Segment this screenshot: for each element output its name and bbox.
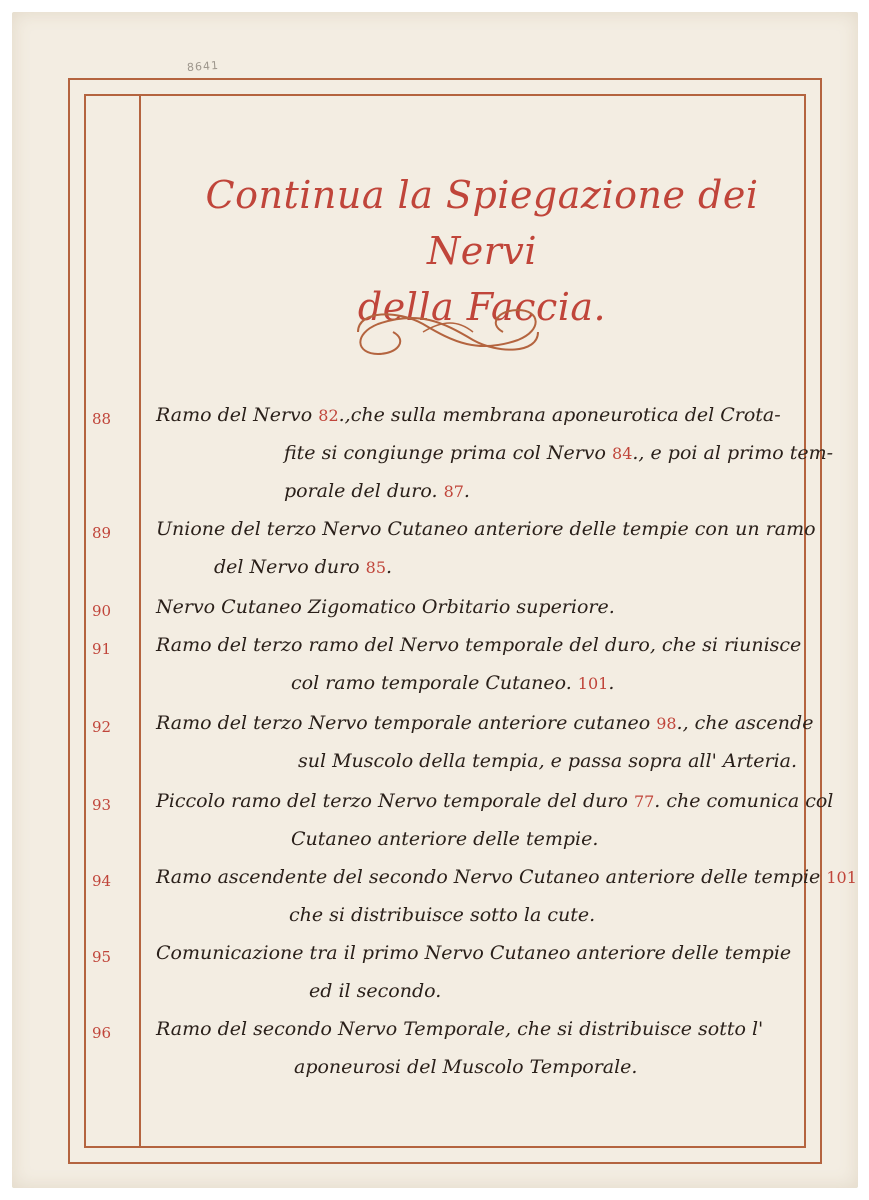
entry-line bbox=[156, 712, 813, 734]
entry-number: 93 bbox=[92, 796, 112, 814]
entry-line bbox=[156, 942, 791, 964]
cross-reference: 101 bbox=[826, 868, 857, 887]
entry-text: . bbox=[463, 480, 470, 502]
entry-line bbox=[284, 480, 470, 502]
entry-line bbox=[291, 828, 598, 850]
title-line-2: della Faccia. bbox=[357, 285, 607, 329]
title-line-1: Continua la Spiegazione dei Nervi bbox=[205, 173, 759, 273]
pencil-note: 8641 bbox=[186, 58, 220, 75]
entry-number: 89 bbox=[92, 524, 112, 542]
entry-text: . bbox=[386, 556, 393, 578]
entry-number: 91 bbox=[92, 640, 112, 658]
entry-line bbox=[156, 404, 781, 426]
entry-text: Ramo del terzo ramo del Nervo temporale del duro, che si riunisce bbox=[156, 634, 802, 656]
entry-line bbox=[156, 596, 615, 618]
entry-text: sul Muscolo della tempia, e passa sopra all' Arteria. bbox=[298, 750, 798, 772]
cross-reference: 82 bbox=[318, 406, 339, 425]
entry-number: 88 bbox=[92, 410, 112, 428]
entry-line bbox=[284, 442, 833, 464]
entry-number: 95 bbox=[92, 948, 112, 966]
entry-line bbox=[156, 1018, 763, 1040]
entry-line bbox=[156, 790, 833, 812]
entry-text: Piccolo ramo del terzo Nervo temporale del duro bbox=[156, 790, 634, 812]
entry-line bbox=[289, 904, 595, 926]
entry-text: Ramo ascendente del secondo Nervo Cutaneo anteriore delle tempie bbox=[156, 866, 827, 888]
cross-reference: 101 bbox=[577, 674, 609, 693]
entry-text: . bbox=[608, 672, 615, 694]
margin-rule bbox=[139, 94, 141, 1148]
entry-line bbox=[298, 750, 797, 772]
entry-text: . che comunica col bbox=[654, 790, 834, 812]
entry-text: .,che sulla membrana aponeurotica del Crota- bbox=[338, 404, 781, 426]
entry-text: Cutaneo anteriore delle tempie. bbox=[291, 828, 599, 850]
cross-reference: 77 bbox=[633, 792, 655, 811]
entry-line bbox=[156, 866, 857, 888]
entry-text: Ramo del Nervo bbox=[156, 404, 319, 426]
entry-text: porale del duro. bbox=[284, 480, 444, 502]
entry-text: Ramo del terzo Nervo temporale anteriore cutaneo bbox=[156, 712, 657, 734]
entry-number: 96 bbox=[92, 1024, 112, 1042]
entry-text: che si distribuisce sotto la cute. bbox=[289, 904, 596, 926]
manuscript-page bbox=[12, 12, 858, 1188]
entry-text: Nervo Cutaneo Zigomatico Orbitario superiore. bbox=[156, 596, 615, 618]
entry-number: 94 bbox=[92, 872, 112, 890]
entry-text: aponeurosi del Muscolo Temporale. bbox=[294, 1056, 638, 1078]
entry-number: 90 bbox=[92, 602, 112, 620]
entry-line bbox=[156, 518, 816, 540]
entry-line bbox=[156, 634, 801, 656]
flourish-ornament bbox=[328, 302, 568, 362]
entry-line bbox=[214, 556, 392, 578]
entry-line bbox=[309, 980, 441, 1002]
entry-number: 92 bbox=[92, 718, 112, 736]
cross-reference: 84 bbox=[612, 444, 633, 463]
entry-text: fite si congiunge prima col Nervo bbox=[284, 442, 613, 464]
entry-text: col ramo temporale Cutaneo. bbox=[291, 672, 578, 694]
entry-text: del Nervo duro bbox=[214, 556, 366, 578]
entry-text: ed il secondo. bbox=[309, 980, 442, 1002]
cross-reference: 85 bbox=[365, 558, 387, 577]
entry-text: Unione del terzo Nervo Cutaneo anteriore delle tempie con un ramo bbox=[156, 518, 816, 540]
cross-reference: 87 bbox=[443, 482, 464, 501]
entry-text: Comunicazione tra il primo Nervo Cutaneo anteriore delle tempie bbox=[156, 942, 792, 964]
entry-text: ., che ascende bbox=[676, 712, 814, 734]
entry-text: Ramo del secondo Nervo Temporale, che si distribuisce sotto l' bbox=[156, 1018, 764, 1040]
cross-reference: 98 bbox=[656, 714, 677, 733]
entry-line bbox=[291, 672, 614, 694]
entry-text: ., e poi al primo tem- bbox=[632, 442, 834, 464]
entry-line bbox=[294, 1056, 637, 1078]
